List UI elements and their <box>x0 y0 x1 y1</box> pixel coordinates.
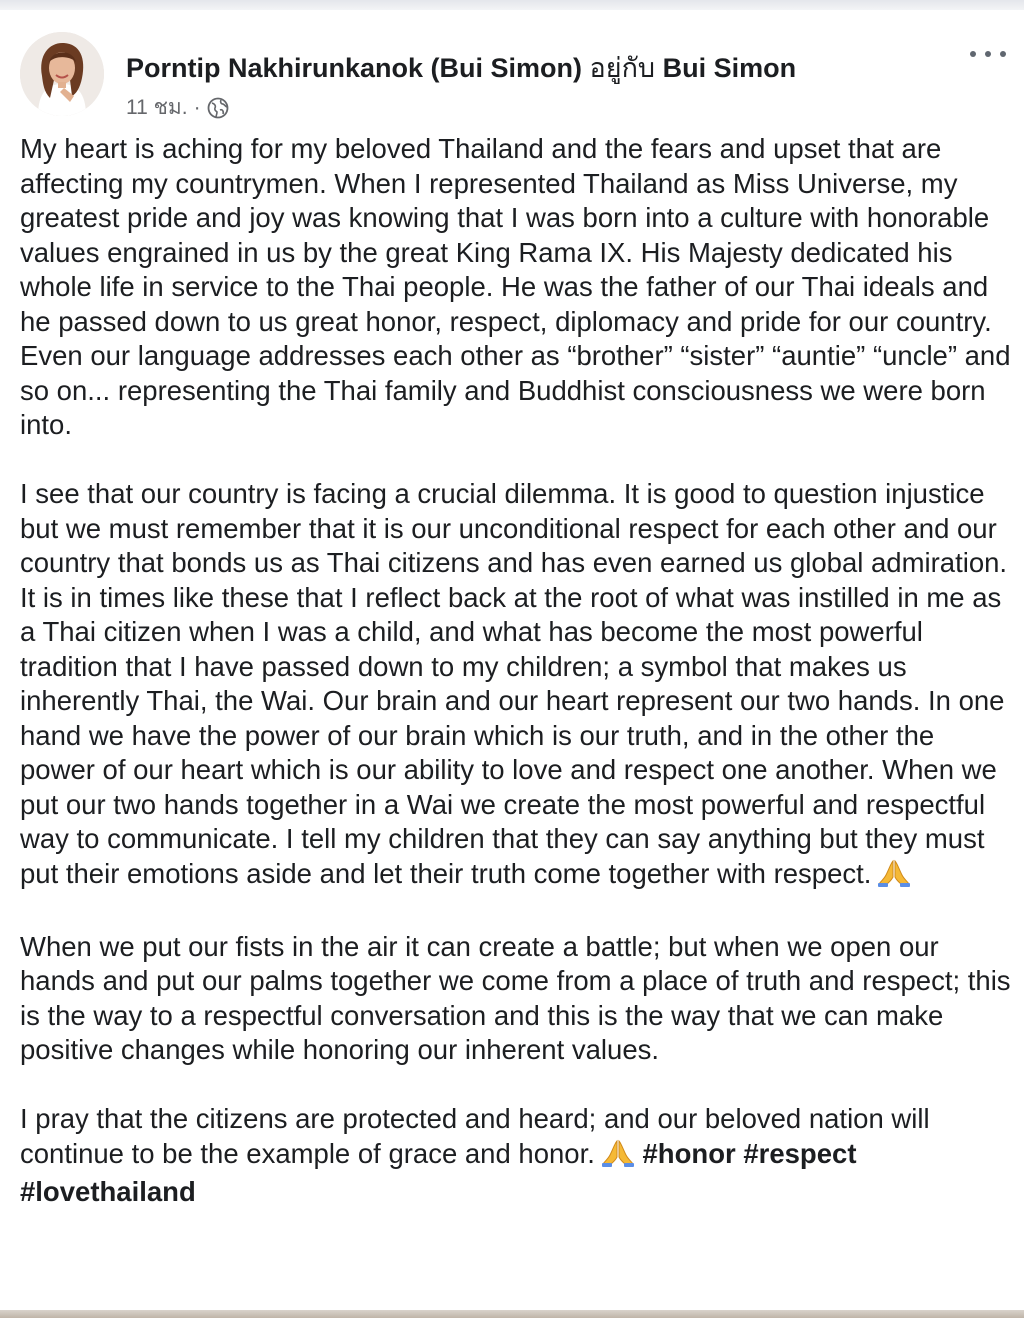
author-line <box>126 46 796 89</box>
post-paragraph: My heart is aching for my beloved Thailand and the fears and upset that are affecting my countrymen. When I represented Thailand as Miss Universe, my greatest pride and joy was knowing that I was born into a culture with honorable values engrained in us by the great King Rama IX. His Majesty dedicated his whole life in service to the Thai people. He was the father of our Thai ideals and he passed down to us great honor, respect, diplomacy and pride for our country. Even our language addresses each other as “brother” “sister” “auntie” “uncle” and so on... representing the Thai family and Buddhist consciousness we were born into. <box>20 133 1011 440</box>
with-label: อยู่กับ <box>589 53 656 83</box>
avatar-photo <box>20 32 104 116</box>
post-meta <box>126 91 229 124</box>
top-divider <box>0 0 1024 10</box>
globe-icon[interactable] <box>207 97 229 119</box>
hashtag[interactable]: #honor <box>642 1137 736 1169</box>
more-options-icon[interactable] <box>970 44 1006 64</box>
folded-hands-icon <box>601 1137 635 1176</box>
more-dot <box>985 51 991 57</box>
more-dot <box>1000 51 1006 57</box>
bottom-divider <box>0 1310 1024 1318</box>
post-paragraph <box>20 477 1012 895</box>
hashtag[interactable]: #respect <box>743 1137 857 1169</box>
post-header <box>20 32 1010 122</box>
post-body <box>20 132 1012 1244</box>
hashtag[interactable]: #lovethailand <box>20 1176 196 1207</box>
author-avatar[interactable] <box>20 32 104 116</box>
tagged-user[interactable]: Bui Simon <box>662 53 797 83</box>
author-name[interactable]: Porntip Nakhirunkanok (Bui Simon) <box>126 53 583 83</box>
paragraph-text: I see that our country is facing a crucial dilemma. It is good to question injustice but we must remember that it is our unconditional respect for each other and our country that bonds us as Thai citizens and has even earned us global admiration. It is in times like these that I reflect back at the root of what was instilled in me as a Thai citizen when I was a child, and what has become the most powerful tradition that I have passed down to my children; a symbol that makes us inherently Thai, the Wai. Our brain and our heart represent our two hands. In one hand we have the power of our brain which is our truth, and in the other the power of our heart which is our ability to love and respect one another. When we put our two hands together in a Wai we create the most powerful and respectful way to communicate. I tell my children that they can say anything but they must put their emotions aside and let their truth come together with respect. <box>20 478 1008 889</box>
post-paragraph <box>20 1102 1012 1210</box>
meta-separator: · <box>193 95 201 119</box>
post-timestamp[interactable]: 11 ชม. <box>126 96 188 119</box>
more-dot <box>970 51 976 57</box>
facebook-post <box>0 10 1024 1310</box>
folded-hands-icon <box>877 857 911 896</box>
paragraph-text: I pray that the citizens are protected and heard; and our beloved nation will continue to be the example of grace and honor. <box>20 1103 930 1169</box>
post-paragraph: When we put our fists in the air it can create a battle; but when we open our hands and put our palms together we come from a place of truth and respect; this is the way to a respectful conversation and this is the way that we can make positive changes while honoring our inherent values. <box>20 930 1011 1065</box>
